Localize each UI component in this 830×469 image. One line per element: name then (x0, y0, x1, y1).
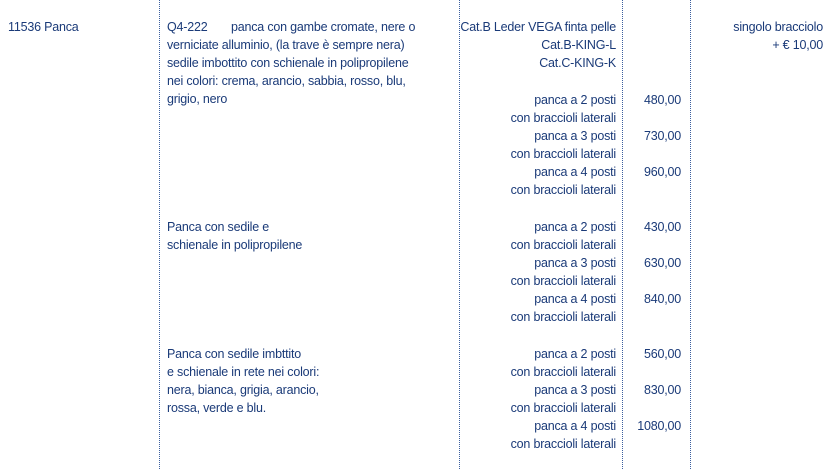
option-price: 830,00 (643, 383, 681, 397)
group-description-line: Panca con sedile e (167, 220, 270, 234)
option-price: 1080,00 (637, 419, 681, 433)
option-label: panca a 2 posti (534, 93, 616, 107)
option-sub: con braccioli laterali (510, 111, 616, 125)
group-description-line: Panca con sedile imbttito (167, 347, 301, 361)
option-label: panca a 3 posti (534, 383, 616, 397)
group-description-line: verniciate alluminio, (la trave è sempre nera) (167, 38, 405, 52)
column-divider (159, 0, 160, 469)
group-description-line: nei colori: crema, arancio, sabbia, rosso, blu, (167, 74, 406, 88)
option-label: panca a 3 posti (534, 129, 616, 143)
option-label: panca a 3 posti (534, 256, 616, 270)
extra-armrest-price: + € 10,00 (772, 38, 823, 52)
option-sub: con braccioli laterali (510, 437, 616, 451)
option-label: panca a 4 posti (534, 419, 616, 433)
group-description-line: nera, bianca, grigia, arancio, (167, 383, 319, 397)
option-sub: con braccioli laterali (510, 401, 616, 415)
option-sub: con braccioli laterali (510, 365, 616, 379)
option-label: panca a 2 posti (534, 347, 616, 361)
column-divider (690, 0, 691, 469)
group-description-line: grigio, nero (167, 92, 228, 106)
option-sub: con braccioli laterali (510, 310, 616, 324)
option-sub: con braccioli laterali (510, 274, 616, 288)
option-price: 560,00 (643, 347, 681, 361)
option-sub: con braccioli laterali (510, 147, 616, 161)
option-label: panca a 2 posti (534, 220, 616, 234)
option-price: 630,00 (643, 256, 681, 270)
group-description-line: Q4-222 panca con gambe cromate, nere o (167, 20, 416, 34)
option-price: 840,00 (643, 292, 681, 306)
category-line: Cat.C-KING-K (539, 56, 616, 70)
option-label: panca a 4 posti (534, 165, 616, 179)
model-code: Q4-222 (167, 20, 208, 34)
category-line: Cat.B-KING-L (541, 38, 616, 52)
option-price: 480,00 (643, 93, 681, 107)
product-code-name: 11536 Panca (8, 20, 79, 34)
group-description-line: sedile imbottito con schienale in polipropilene (167, 56, 409, 70)
group-description-line: rossa, verde e blu. (167, 401, 267, 415)
option-sub: con braccioli laterali (510, 183, 616, 197)
option-price: 730,00 (643, 129, 681, 143)
extra-armrest-label: singolo bracciolo (733, 20, 823, 34)
group-description-line: e schienale in rete nei colori: (167, 365, 320, 379)
option-price: 960,00 (643, 165, 681, 179)
option-price: 430,00 (643, 220, 681, 234)
option-label: panca a 4 posti (534, 292, 616, 306)
group-description-line: schienale in polipropilene (167, 238, 303, 252)
category-line: Cat.B Leder VEGA finta pelle (460, 20, 616, 34)
option-sub: con braccioli laterali (510, 238, 616, 252)
